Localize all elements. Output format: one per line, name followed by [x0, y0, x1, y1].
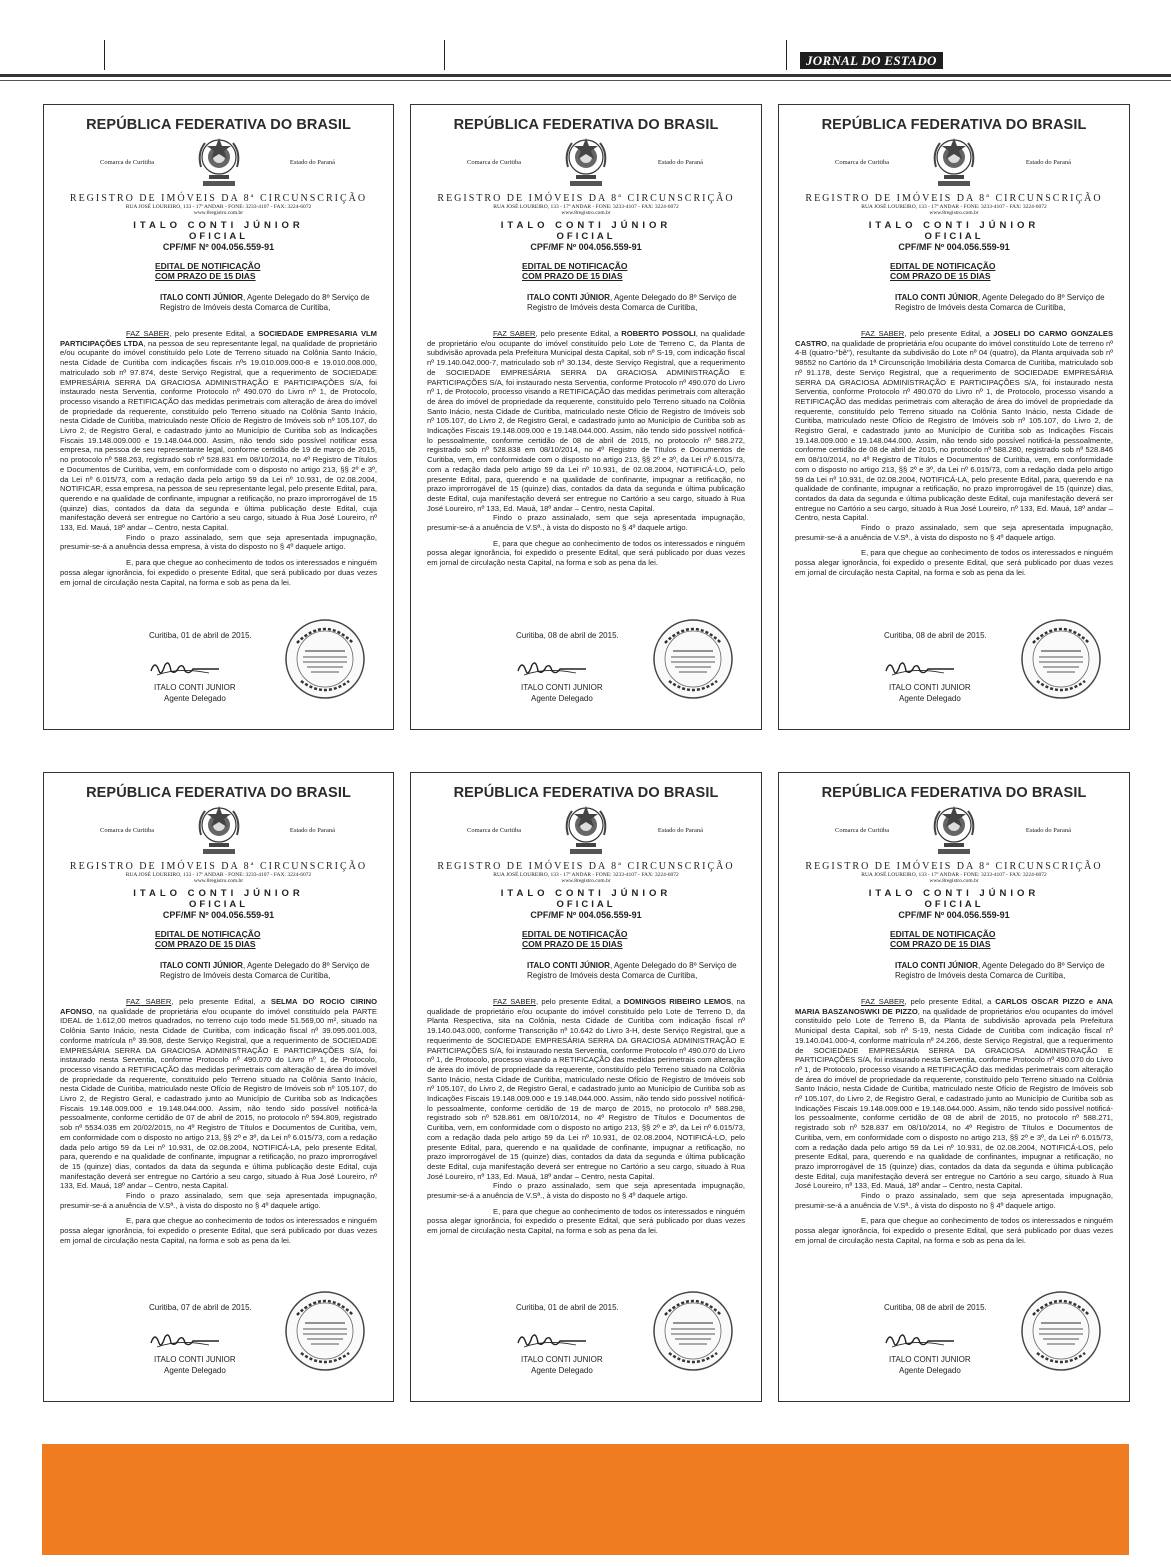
registry-address: RUA JOSÉ LOUREIRO, 133 - 17º ANDAR - FONE: 3233-4107 - FAX: 3224-6072 — [493, 204, 679, 210]
main-text: , na pessoa de seu representante legal, na qualidade de proprietário e/ou ocupante do imóvel constituído pelo Lote de Terreno situado na Colônia Santo Inácio, nesta Cidade de Curitiba com indicações fiscais nºs 19.010.009.000-8 e 19.010.008.000, matriculado sob nº 97.874, deste Serviço Registral, que a requerimento de SOCIEDADE EMPRESÁRIA SERRA DA GRACIOSA ADMINISTRAÇÃO E PARTICIPAÇÕES S/A, foi instaurado nesta Serventia, conforme Protocolo nº 490.070 do Livro nº 1, de Protocolo, processo visando a RETIFICAÇÃO das medidas perimetrais com alteração de área do imóvel de propriedade da requerente, constituído pelo Terreno situado na Colônia Santo Inácio, nesta Cidade de Curitiba, matriculado neste Ofício de Registro de Imóveis sob nº 105.107, do Livro 2, de Registro Geral, e cadastrado junto ao Município de Curitiba sob as Indicações Fiscais 19.148.009.000 e 19.148.044.000. Assim, não tendo sido possível notificar essa empresa, na pessoa de seu representante legal, conforme certidão de 19 de março de 2015, no protocolo nº 588.263, registrado sob nº 528.831 em 08/10/2014, no 4º Registro de Títulos e Documentos de Curitiba, vem, em conformidade com o disposto no artigo 213, §§ 2º e 3º, da Lei nº 6.015/73, com a redação dada pelo artigo 59 da Lei nº 10.931, de 02.08.2004, NOTIFICAR, essa empresa, na pessoa de seu representante legal, pelo presente Edital, para, querendo e na qualidade de confinante, impugnar a retificação, no prazo improrrogável de 15 (quinze) dias, contados da data da segunda e última publicação deste Edital, cuja manifestação deverá ser entregue no Cartório a seu cargo, situado à Rua José Loureiro, nº 133, Ed. Mauá, 18º andar – Centro, nesta Capital. — [60, 338, 378, 533]
edital-title-line1: EDITAL DE NOTIFICAÇÃO — [890, 261, 996, 271]
estado-label: Estado do Paraná — [289, 159, 335, 166]
edital-title-line2: COM PRAZO DE 15 DIAS — [890, 271, 991, 281]
edital-title-line1: EDITAL DE NOTIFICAÇÃO — [522, 261, 628, 271]
legal-notice — [43, 104, 394, 730]
findo-paragraph: Findo o prazo assinalado, sem que seja apresentada impugnação, presumir-se-á a anuência de V.Sª., à vista do disposto no § 4º daquele artigo. — [427, 1181, 745, 1201]
registry-website: www.8registro.com.br — [561, 210, 611, 216]
notary-stamp-icon — [283, 617, 367, 701]
edital-title-line2: COM PRAZO DE 15 DIAS — [155, 939, 256, 949]
closing-paragraph: E, para que chegue ao conhecimento de todos os interessados e ninguém possa alegar ignorância, foi expedido o presente Edital, que será publicado por duas vezes em jornal de circulação nesta Capital, na forma e sob as pena da lei. — [795, 548, 1113, 577]
notary-stamp-icon — [1019, 617, 1103, 701]
intro-text: , pelo presente Edital, a — [535, 329, 622, 338]
notice-date: Curitiba, 01 de abril de 2015. — [149, 631, 252, 640]
closing-paragraph: E, para que chegue ao conhecimento de todos os interessados e ninguém possa alegar ignorância, foi expedido o presente Edital, que será publicado por duas vezes em jornal de circulação nesta Capital, na forma e sob as pena da lei. — [795, 1216, 1113, 1245]
faz-saber: FAZ SABER — [861, 329, 905, 338]
edital-title — [890, 929, 1113, 949]
header-separator — [444, 40, 445, 70]
closing-paragraph: E, para que chegue ao conhecimento de todos os interessados e ninguém possa alegar ignorância, foi expedido o presente Edital, que será publicado por duas vezes em jornal de circulação nesta Capital, na forma e sob as pena da lei. — [60, 558, 377, 587]
main-paragraph — [427, 997, 745, 1181]
signature-area — [44, 1285, 393, 1397]
cpf-number: CPF/MF Nº 004.056.559-91 — [162, 242, 275, 252]
agent-text: , Agente Delegado do 8º Serviço de Registro de Imóveis desta Comarca de Curitiba, — [895, 293, 1105, 312]
signature-icon — [516, 1329, 596, 1351]
estado-label: Estado do Paraná — [1025, 159, 1071, 166]
cpf-number: CPF/MF Nº 004.056.559-91 — [898, 910, 1010, 920]
coat-of-arms-icon — [562, 137, 610, 189]
republica-heading: REPÚBLICA FEDERATIVA DO BRASIL — [86, 785, 351, 801]
notice-body — [427, 997, 745, 1236]
notice-body — [795, 329, 1113, 578]
faz-saber: FAZ SABER — [493, 329, 536, 338]
notice-date: Curitiba, 01 de abril de 2015. — [516, 1303, 619, 1312]
signer-role: Agente Delegado — [899, 1366, 961, 1375]
coat-of-arms-icon — [195, 805, 243, 857]
agent-paragraph — [160, 961, 377, 981]
intro-text: , pelo presente Edital, a — [904, 997, 996, 1006]
main-text: , na qualidade de proprietária e/ou ocupante do imóvel constituído pela PARTE IDEAL de 1.612,00 metros quadrados, no terreno cujo todo mede 51.569,00 m², situado na Colônia Santo Inácio, nesta Cidade de Curitiba, com indicação fiscal nº 39.095.001.003, conforme matrícula nº 39.908, deste Serviço Registral, que a requerimento de SOCIEDADE EMPRESÁRIA SERRA DA GRACIOSA ADMINISTRAÇÃO E PARTICIPAÇÕES S/A, foi instaurado nesta Serventia, conforme Protocolo nº 490.070 do Livro nº 1, de Protocolo, processo visando a RETIFICAÇÃO das medidas perimetrais com alteração de área do imóvel de propriedade da requerente, constituído pelo Terreno situado na Colônia Santo Inácio, nesta Cidade de Curitiba, matriculado neste Ofício de Registro de Imóveis sob nº 105.107, do Livro 2, de Registro Geral, e cadastrado junto ao Município de Curitiba sob as Indicações Fiscais 19.148.009.000 e 19.148.044.000. Assim, não tendo sido possível notificá-la pessoalmente, conforme certidão de 07 de abril de 2015, no protocolo nº 594.809, registrado sob nº 5534.035 em 20/02/2015, no 4º Registro de Títulos e Documentos de Curitiba, vem, em conformidade com o disposto no artigo 213, §§ 2º e 3º, da Lei nº 6.015/73, com a redação dada pelo artigo 59 da Lei nº 10.931, de 02.08.2004, NOTIFICÁ-LA, pelo presente Edital, para, querendo e na qualidade de confinante, impugnar a retificação, no prazo improrrogável de 15 (quinze) dias, contados da data da segunda e última publicação deste Edital, cuja manifestação deverá ser entregue no Cartório a seu cargo, situado à Rua José Loureiro, nº 133, Ed. Mauá, 18º andar – Centro, nesta Capital. — [60, 1006, 377, 1191]
republica-heading: REPÚBLICA FEDERATIVA DO BRASIL — [453, 785, 719, 801]
newspaper-logo: JORNAL DO ESTADO — [800, 52, 943, 69]
official-title: OFICIAL — [924, 899, 984, 910]
main-text: , na qualidade de proprietários e/ou ocupantes do imóvel constituído pelo Lote de Terreno B, da Planta de subdivisão aprovada pela Prefeitura Municipal desta Capital, sob nº S-19, nesta Cidade de Curitiba com indicação fiscal nº 19.140.041.000-4, conforme matrícula nº 24.266, deste Serviço Registral, que a requerimento de SOCIEDADE EMPRESÁRIA SERRA DA GRACIOSA ADMINISTRAÇÃO E PARTICIPAÇÕES S/A, foi instaurado nesta Serventia, conforme Protocolo nº 490.070 do Livro nº 1, de Protocolo, processo visando a RETIFICAÇÃO das medidas perimetrais com alteração de área do imóvel de propriedade da requerente, constituído pelo Terreno situado na Colônia Santo Inácio, nesta Cidade de Curitiba, matriculado neste Ofício de Registro de Imóveis sob nº 105.107, do Livro 2, de Registro Geral, e cadastrado junto ao Município de Curitiba sob as Indicações Fiscais 19.148.009.000 e 19.148.044.000. Assim, não tendo sido possível notificá-los pessoalmente, conforme certidão de 08 de abril de 2015, no protocolo nº 588.271, registrado sob nº 528.837 em 08/10/2014, no 4º Registro de Títulos e Documentos de Curitiba, vem, em conformidade com o disposto no artigo 213, §§ 2º e 3º, da Lei nº 6.015/73, com a redação dada pelo artigo 59 da Lei nº 10.931, de 02.08.2004, NOTIFICÁ-LOS, pelo presente Edital, para, querendo e na qualidade de confinantes, impugnar a retificação, no prazo improrrogável de 15 (quinze) dias, contados da data da segunda e última publicação deste Edital, cuja manifestação deverá ser entregue no Cartório a seu cargo, situado à Rua José Loureiro, nº 133, Ed. Mauá, 18º andar – Centro, nesta Capital. — [795, 1006, 1113, 1191]
notice-date: Curitiba, 08 de abril de 2015. — [884, 1303, 987, 1312]
notice-body — [427, 329, 745, 568]
findo-paragraph: Findo o prazo assinalado, sem que seja apresentada impugnação, presumir-se-á a anuência de V.Sª., à vista do disposto no § 4º daquele artigo. — [795, 1191, 1113, 1210]
signer-role: Agente Delegado — [164, 694, 226, 703]
registry-website: www.8registro.com.br — [561, 878, 611, 884]
republica-heading: REPÚBLICA FEDERATIVA DO BRASIL — [86, 117, 351, 133]
findo-paragraph: Findo o prazo assinalado, sem que seja apresentada impugnação, presumir-se-á a anuência dessa empresa, à vista do disposto no § 4º daquele artigo. — [60, 532, 377, 552]
crest-row — [795, 805, 1113, 859]
header-separator — [786, 40, 787, 70]
signature-icon — [149, 1329, 229, 1351]
signer-role: Agente Delegado — [899, 694, 961, 703]
registry-address: RUA JOSÉ LOUREIRO, 133 - 17º ANDAR - FONE: 3233-4107 - FAX: 3224-6072 — [861, 204, 1047, 210]
registry-name: REGISTRO DE IMÓVEIS DA 8ª CIRCUNSCRIÇÃO — [437, 193, 735, 204]
header-separator — [104, 40, 105, 70]
agent-paragraph — [527, 961, 745, 981]
agent-paragraph — [527, 293, 745, 313]
agent-name: ITALO CONTI JÚNIOR — [527, 961, 610, 970]
official-name: ITALO CONTI JÚNIOR — [868, 220, 1040, 231]
edital-title-line2: COM PRAZO DE 15 DIAS — [155, 271, 256, 281]
registry-website: www.8registro.com.br — [193, 878, 244, 884]
notice-body — [795, 997, 1113, 1246]
notice-date: Curitiba, 08 de abril de 2015. — [884, 631, 987, 640]
registry-address: RUA JOSÉ LOUREIRO, 133 - 17º ANDAR - FONE: 3233-4107 - FAX: 3224-6072 — [861, 872, 1047, 878]
agent-name: ITALO CONTI JÚNIOR — [160, 961, 243, 970]
agent-name: ITALO CONTI JÚNIOR — [895, 293, 978, 302]
closing-paragraph: E, para que chegue ao conhecimento de todos os interessados e ninguém possa alegar ignorância, foi expedido o presente Edital, que será publicado por duas vezes em jornal de circulação nesta Capital, na forma e sob as pena da lei. — [60, 1216, 377, 1245]
crest-row — [427, 137, 745, 191]
notary-stamp-icon — [651, 1289, 735, 1373]
agent-name: ITALO CONTI JÚNIOR — [895, 961, 978, 970]
crest-row — [427, 805, 745, 859]
legal-notice — [43, 772, 394, 1402]
coat-of-arms-icon — [195, 137, 243, 189]
notice-body — [60, 329, 377, 587]
edital-title — [522, 929, 745, 949]
registry-address: RUA JOSÉ LOUREIRO, 133 - 17º ANDAR - FONE: 3233-4107 - FAX: 3224-6072 — [125, 204, 312, 210]
official-title: OFICIAL — [924, 231, 984, 242]
legal-notice — [778, 104, 1130, 730]
notary-stamp-icon — [283, 1289, 367, 1373]
official-title: OFICIAL — [189, 231, 248, 242]
closing-paragraph: E, para que chegue ao conhecimento de todos os interessados e ninguém possa alegar ignorância, foi expedido o presente Edital, que será publicado por duas vezes em jornal de circulação nesta Capital, na forma e sob as pena da lei. — [427, 538, 745, 568]
comarca-label: Comarca de Curitiba — [835, 159, 890, 166]
agent-paragraph — [895, 961, 1113, 981]
registry-name: REGISTRO DE IMÓVEIS DA 8ª CIRCUNSCRIÇÃO — [69, 193, 368, 204]
official-title: OFICIAL — [189, 899, 248, 910]
agent-paragraph — [895, 293, 1113, 313]
signer-name: ITALO CONTI JUNIOR — [889, 683, 971, 692]
closing-paragraph: E, para que chegue ao conhecimento de todos os interessados e ninguém possa alegar ignorância, foi expedido o presente Edital, que será publicado por duas vezes em jornal de circulação nesta Capital, na forma e sob as pena da lei. — [427, 1206, 745, 1236]
cpf-number: CPF/MF Nº 004.056.559-91 — [162, 910, 275, 920]
notified-party: DOMINGOS RIBEIRO LEMOS — [623, 997, 732, 1006]
republica-heading: REPÚBLICA FEDERATIVA DO BRASIL — [821, 117, 1087, 133]
intro-text: , pelo presente Edital, a — [169, 329, 259, 338]
signer-name: ITALO CONTI JUNIOR — [521, 683, 603, 692]
legal-notice — [410, 104, 762, 730]
signature-area — [779, 613, 1129, 725]
notified-party: ROBERTO POSSOLI — [621, 329, 696, 338]
comarca-label: Comarca de Curitiba — [100, 827, 155, 834]
notified-party: CARLOS OSCAR PIZZO e ANA MARIA BASZANOSWKI DE PIZZO — [795, 997, 1113, 1016]
cpf-number: CPF/MF Nº 004.056.559-91 — [530, 910, 642, 920]
header-rule — [0, 74, 1171, 77]
faz-saber: FAZ SABER — [126, 329, 170, 338]
signer-role: Agente Delegado — [531, 1366, 593, 1375]
signature-area — [779, 1285, 1129, 1397]
notary-stamp-icon — [651, 617, 735, 701]
orange-footer-band — [42, 1444, 1129, 1555]
edital-title — [155, 929, 377, 949]
registry-name: REGISTRO DE IMÓVEIS DA 8ª CIRCUNSCRIÇÃO — [805, 861, 1103, 872]
main-text: , na qualidade de proprietária e/ou ocupante do imóvel constituído Lote de terreno nº 4-B (quatro-"bê"), resultante da subdivisão do Lote nº 04 (quatro), da Planta arquivada sob nº 98552 no Cartório da 1ª Circunscrição Imobiliária desta Comarca de Curitiba, matriculado sob nº 91.178, deste Serviço Registral, que a requerimento de SOCIEDADE EMPRESÁRIA SERRA DA GRACIOSA ADMINISTRAÇÃO E PARTICIPAÇÕES S/A, foi instaurado nesta Serventia, conforme Protocolo nº 490.070 do Livro nº 1, de Protocolo, processo visando a RETIFICAÇÃO das medidas perimetrais com alteração de área do imóvel de propriedade da requerente, constituído pelo Terreno situado na Colônia Santo Inácio, nesta Cidade de Curitiba, matriculado neste Ofício de Registro de Imóveis sob nº 105.107, do Livro 2, de Registro Geral, e cadastrado junto ao Município de Curitiba sob as Indicações Fiscais 19.148.009.000 e 19.148.044.000. Assim, não tendo sido possível notificá-la pessoalmente, conforme certidão de 08 de abril de 2015, no protocolo nº 588.280, registrado sob nº 528.846 em 08/10/2014, no 4º Registro de Títulos e Documentos de Curitiba, vem, em conformidade com o disposto no artigo 213, §§ 2º e 3º, da Lei nº 6.015/73, com a redação dada pelo artigo 59 da Lei nº 10.931, de 02.08.2004, NOTIFICÁ-LA, pelo presente Edital, para, querendo e na qualidade de confinante, impugnar a retificação, no prazo improrrogável de 15 (quinze) dias, contados da data da segunda e última publicação deste Edital, cuja manifestação deverá ser entregue no Cartório a seu cargo, situado à Rua José Loureiro, nº 133, Ed. Mauá, 18º andar – Centro, nesta Capital. — [795, 338, 1113, 523]
main-text: , na qualidade de proprietário e/ou ocupante do imóvel constituído pelo Lote de Terreno D, da Planta Respectiva, sita na Colônia, nesta Cidade de Curitiba com indicação fiscal nº 19.140.043.000, conforme Transcrição nº 10.642 do Livro 3-H, deste Serviço Registral, que a requerimento de SOCIEDADE EMPRESÁRIA SERRA DA GRACIOSA ADMINISTRAÇÃO E PARTICIPAÇÕES S/A, foi instaurado nesta Serventia, conforme Protocolo nº 490.070 do Livro nº 1, de Protocolo, processo visando a RETIFICAÇÃO das medidas perimetrais com alteração de área do imóvel de propriedade da requerente, constituído pelo Terreno situado na Colônia Santo Inácio, nesta Cidade de Curitiba, matriculado neste Ofício de Registro de Imóveis sob nº 105.107, do Livro 2, de Registro Geral, e cadastrado junto ao Município de Curitiba sob as Indicações Fiscais 19.148.009.000 e 19.148.044.000. Assim, não tendo sido possível notificá-lo pessoalmente, conforme certidão de 19 de março de 2015, no protocolo nº 588.298, registrado sob nº 528.861 em 08/10/2014, no 4º Registro de Títulos e Documentos de Curitiba, vem, em conformidade com o disposto no artigo 213, §§ 2º e 3º, da Lei nº 6.015/73, com a redação dada pelo artigo 59 da Lei nº 10.931, de 02.08.2004, NOTIFICÁ-LO, pelo presente Edital, para, querendo e na qualidade de confinante, impugnar a retificação, no prazo improrrogável de 15 (quinze) dias, contados da data da segunda e última publicação deste Edital, cuja manifestação deverá ser entregue no Cartório a seu cargo, situado à Rua José Loureiro, nº 133, Ed. Mauá, 18º andar – Centro, nesta Capital. — [427, 997, 745, 1181]
agent-text: , Agente Delegado do 8º Serviço de Registro de Imóveis desta Comarca de Curitiba, — [160, 293, 370, 312]
intro-text: , pelo presente Edital, a — [171, 997, 271, 1006]
estado-label: Estado do Paraná — [657, 827, 703, 834]
notice-body — [60, 997, 377, 1246]
signature-icon — [516, 657, 596, 679]
notified-party: JOSELI DO CARMO GONZALES CASTRO — [795, 329, 1114, 348]
edital-title-line1: EDITAL DE NOTIFICAÇÃO — [522, 929, 628, 939]
official-name: ITALO CONTI JÚNIOR — [868, 888, 1040, 899]
notified-party: SOCIEDADE EMPRESARIA VLM PARTICIPAÇÕES LTDA — [60, 329, 377, 348]
main-paragraph — [60, 329, 377, 533]
edital-title — [522, 261, 745, 281]
signature-area — [44, 613, 393, 725]
crest-row — [60, 805, 377, 859]
crest-row — [60, 137, 377, 191]
official-name: ITALO CONTI JÚNIOR — [133, 220, 304, 231]
signer-role: Agente Delegado — [164, 1366, 226, 1375]
signature-area — [411, 613, 761, 725]
notary-stamp-icon — [1019, 1289, 1103, 1373]
edital-title — [155, 261, 377, 281]
comarca-label: Comarca de Curitiba — [835, 827, 890, 834]
official-name: ITALO CONTI JÚNIOR — [133, 888, 304, 899]
faz-saber: FAZ SABER — [493, 997, 536, 1006]
edital-title-line2: COM PRAZO DE 15 DIAS — [522, 271, 623, 281]
agent-text: , Agente Delegado do 8º Serviço de Registro de Imóveis desta Comarca de Curitiba, — [895, 961, 1105, 980]
signer-name: ITALO CONTI JUNIOR — [889, 1355, 971, 1364]
cpf-number: CPF/MF Nº 004.056.559-91 — [530, 242, 642, 252]
faz-saber: FAZ SABER — [126, 997, 172, 1006]
official-title: OFICIAL — [556, 231, 616, 242]
official-title: OFICIAL — [556, 899, 616, 910]
agent-text: , Agente Delegado do 8º Serviço de Registro de Imóveis desta Comarca de Curitiba, — [527, 961, 737, 980]
signer-name: ITALO CONTI JUNIOR — [154, 1355, 236, 1364]
registry-name: REGISTRO DE IMÓVEIS DA 8ª CIRCUNSCRIÇÃO — [437, 861, 735, 872]
signature-icon — [884, 1329, 964, 1351]
registry-name: REGISTRO DE IMÓVEIS DA 8ª CIRCUNSCRIÇÃO — [805, 193, 1103, 204]
registry-website: www.8registro.com.br — [929, 878, 979, 884]
comarca-label: Comarca de Curitiba — [467, 827, 522, 834]
registry-name: REGISTRO DE IMÓVEIS DA 8ª CIRCUNSCRIÇÃO — [69, 861, 368, 872]
faz-saber: FAZ SABER — [861, 997, 905, 1006]
page-header — [0, 0, 1171, 80]
coat-of-arms-icon — [930, 805, 978, 857]
official-name: ITALO CONTI JÚNIOR — [500, 888, 672, 899]
signature-area — [411, 1285, 761, 1397]
crest-row — [795, 137, 1113, 191]
registry-website: www.8registro.com.br — [929, 210, 979, 216]
agent-text: , Agente Delegado do 8º Serviço de Registro de Imóveis desta Comarca de Curitiba, — [160, 961, 370, 980]
comarca-label: Comarca de Curitiba — [467, 159, 522, 166]
agent-name: ITALO CONTI JÚNIOR — [160, 293, 243, 302]
estado-label: Estado do Paraná — [657, 159, 703, 166]
registry-address: RUA JOSÉ LOUREIRO, 133 - 17º ANDAR - FONE: 3233-4107 - FAX: 3224-6072 — [125, 872, 312, 878]
agent-text: , Agente Delegado do 8º Serviço de Registro de Imóveis desta Comarca de Curitiba, — [527, 293, 737, 312]
findo-paragraph: Findo o prazo assinalado, sem que seja apresentada impugnação, presumir-se-á a anuência de V.Sª., à vista do disposto no § 4º daquele artigo. — [795, 523, 1113, 542]
legal-notice — [410, 772, 762, 1402]
intro-text: , pelo presente Edital, a — [904, 329, 994, 338]
main-paragraph — [795, 329, 1113, 523]
main-text: , na qualidade de proprietário e/ou ocupante do imóvel constituído pelo Lote de Terreno C, da Planta de subdivisão aprovada pela Prefeitura Municipal desta Capital, sob nº S-19, com indicação fiscal nº 19.140.042.000-7, matriculado sob nº 30.134, deste Serviço Registral, que a requerimento de SOCIEDADE EMPRESÁRIA SERRA DA GRACIOSA ADMINISTRAÇÃO E PARTICIPAÇÕES S/A, foi instaurado nesta Serventia, conforme Protocolo nº 490.070 do Livro nº 1, de Protocolo, processo visando a RETIFICAÇÃO das medidas perimetrais com alteração de área do imóvel de propriedade da requerente, constituído pelo Terreno situado na Colônia Santo Inácio, nesta Cidade de Curitiba, matriculado neste Ofício de Registro de Imóveis sob nº 105.107, do Livro 2, de Registro Geral, e cadastrado junto ao Município de Curitiba sob as Indicações Fiscais 19.148.009.000 e 19.148.044.000. Assim, não tendo sido possível notificá-lo pessoalmente, conforme certidão de 08 de abril de 2015, no protocolo nº 588.272, registrado sob nº 528.838 em 08/10/2014, no 4º Registro de Títulos e Documentos de Curitiba, vem, em conformidade com o disposto no artigo 213, §§ 2º e 3º, da Lei nº 6.015/73, com a redação dada pelo artigo 59 da Lei nº 10.931, de 02.08.2004, NOTIFICÁ-LO, pelo presente Edital, para, querendo e na qualidade de confinante, impugnar a retificação, no prazo improrrogável de 15 (quinze) dias, contados da data da segunda e última publicação deste Edital, cuja manifestação deverá ser entregue no Cartório a seu cargo, situado à Rua José Loureiro, nº 133, Ed. Mauá, 18º andar – Centro, nesta Capital. — [427, 329, 745, 513]
main-paragraph — [427, 329, 745, 513]
official-name: ITALO CONTI JÚNIOR — [500, 220, 672, 231]
estado-label: Estado do Paraná — [289, 827, 335, 834]
edital-title-line2: COM PRAZO DE 15 DIAS — [890, 939, 991, 949]
registry-website: www.8registro.com.br — [193, 210, 244, 216]
signer-name: ITALO CONTI JUNIOR — [521, 1355, 603, 1364]
republica-heading: REPÚBLICA FEDERATIVA DO BRASIL — [821, 785, 1087, 801]
signature-icon — [884, 657, 964, 679]
coat-of-arms-icon — [930, 137, 978, 189]
notice-date: Curitiba, 07 de abril de 2015. — [149, 1303, 252, 1312]
signature-icon — [149, 657, 229, 679]
edital-title-line1: EDITAL DE NOTIFICAÇÃO — [155, 929, 261, 939]
main-paragraph — [60, 997, 377, 1191]
notified-party: SELMA DO ROCIO CIRINO AFONSO — [60, 997, 377, 1016]
signer-name: ITALO CONTI JUNIOR — [154, 683, 236, 692]
main-paragraph — [795, 997, 1113, 1191]
estado-label: Estado do Paraná — [1025, 827, 1071, 834]
cpf-number: CPF/MF Nº 004.056.559-91 — [898, 242, 1010, 252]
comarca-label: Comarca de Curitiba — [100, 159, 155, 166]
agent-name: ITALO CONTI JÚNIOR — [527, 293, 610, 302]
legal-notice — [778, 772, 1130, 1402]
republica-heading: REPÚBLICA FEDERATIVA DO BRASIL — [453, 117, 719, 133]
signer-role: Agente Delegado — [531, 694, 593, 703]
notice-date: Curitiba, 08 de abril de 2015. — [516, 631, 619, 640]
findo-paragraph: Findo o prazo assinalado, sem que seja apresentada impugnação, presumir-se-á a anuência de V.Sª., à vista do disposto no § 4º daquele artigo. — [427, 513, 745, 533]
coat-of-arms-icon — [562, 805, 610, 857]
header-rule — [0, 80, 1171, 81]
registry-address: RUA JOSÉ LOUREIRO, 133 - 17º ANDAR - FONE: 3233-4107 - FAX: 3224-6072 — [493, 872, 679, 878]
intro-text: , pelo presente Edital, a — [535, 997, 624, 1006]
edital-title — [890, 261, 1113, 281]
edital-title-line2: COM PRAZO DE 15 DIAS — [522, 939, 623, 949]
edital-title-line1: EDITAL DE NOTIFICAÇÃO — [155, 261, 261, 271]
edital-title-line1: EDITAL DE NOTIFICAÇÃO — [890, 929, 996, 939]
findo-paragraph: Findo o prazo assinalado, sem que seja apresentada impugnação, presumir-se-á a anuência de V.Sª., à vista do disposto no § 4º daquele artigo. — [60, 1191, 377, 1210]
agent-paragraph — [160, 293, 377, 313]
